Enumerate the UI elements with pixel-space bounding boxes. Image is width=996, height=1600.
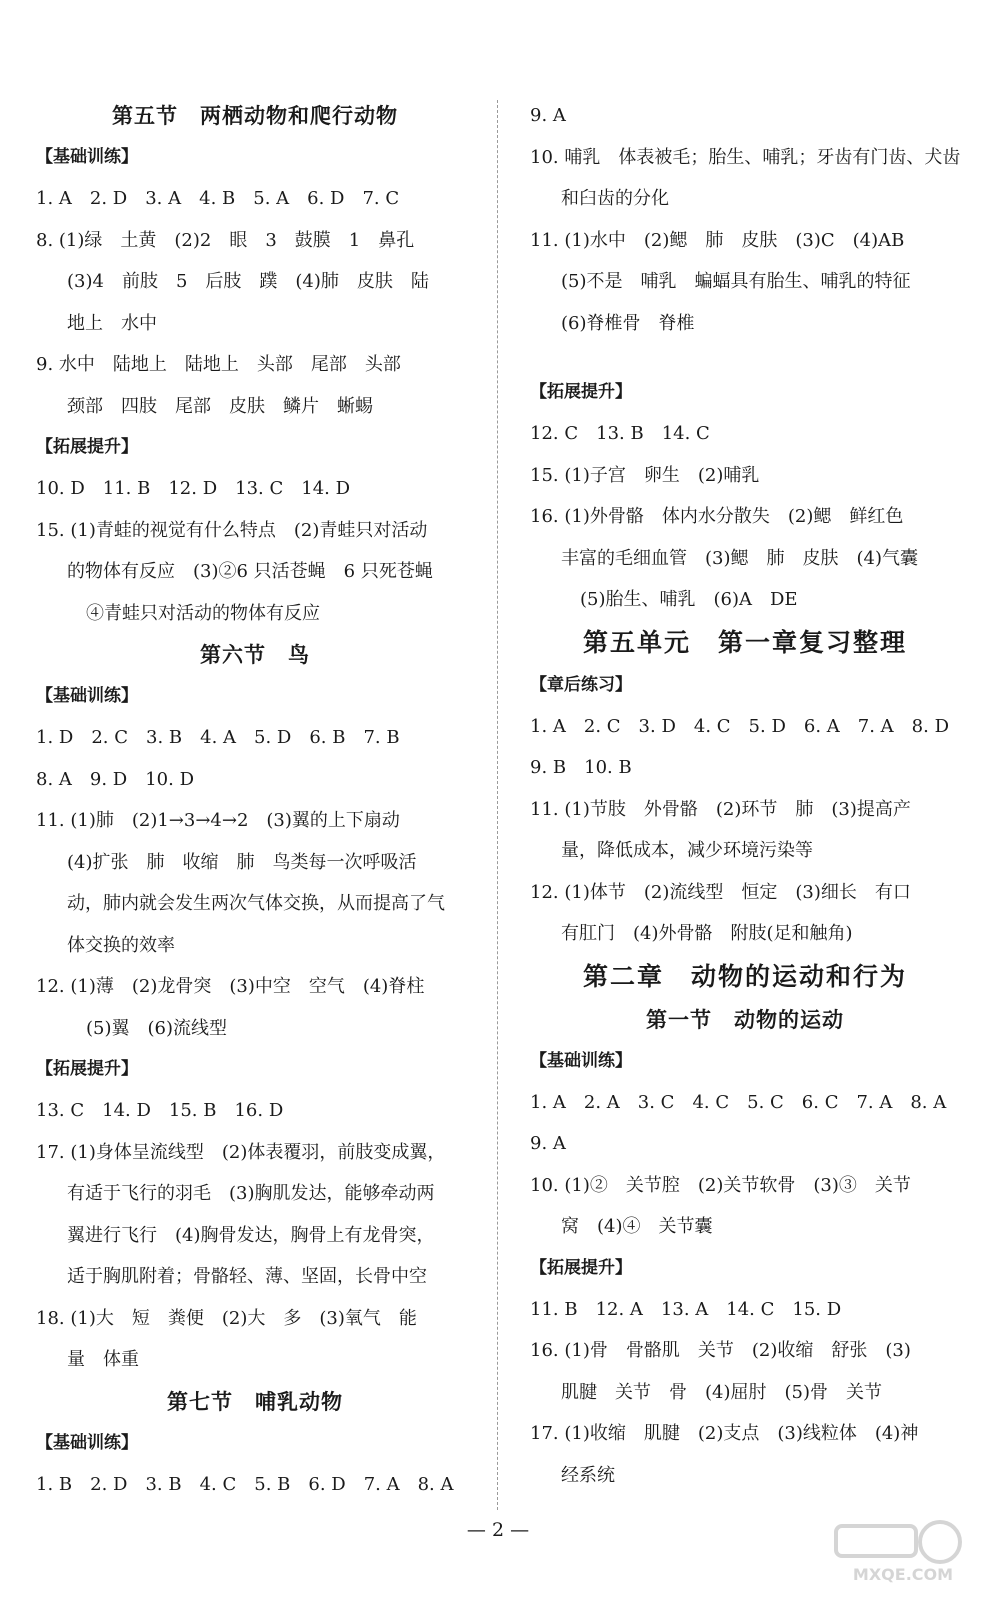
answer-line: 16. (1)外骨骼 体内水分散失 (2)鳃 鲜红色 — [530, 506, 904, 527]
answer-line-continued: 动，肺内就会发生两次气体交换，从而提高了气 — [67, 893, 445, 914]
spacer — [530, 344, 960, 372]
left-column — [36, 95, 474, 1505]
answer-line: 10. 哺乳 体表被毛；胎生、哺乳；牙齿有门齿、犬齿 — [530, 146, 960, 168]
answer-line: 1. A 2. C 3. D 4. C 5. D 6. A 7. A 8. D — [530, 715, 950, 737]
answer-line: 1. D 2. C 3. B 4. A 5. D 6. B 7. B — [36, 727, 400, 748]
subsection-tag: 【拓展提升】 — [36, 1059, 138, 1079]
section-heading: 第六节 鸟 — [200, 642, 310, 667]
answer-line-continued: (5)胎生、哺乳 (6)A DE — [580, 589, 798, 610]
answer-line: 11. (1)肺 (2)1→3→4→2 (3)翼的上下扇动 — [36, 810, 400, 831]
watermark-logo-icon — [828, 1516, 978, 1586]
answer-line-continued: 适于胸肌附着；骨骼轻、薄、坚固，长骨中空 — [67, 1266, 427, 1287]
right-column — [530, 95, 960, 1496]
section-heading: 第五节 两栖动物和爬行动物 — [112, 103, 398, 128]
answer-line: 11. B 12. A 13. A 14. C 15. D — [530, 1298, 842, 1320]
subsection-tag: 【拓展提升】 — [530, 1257, 632, 1278]
answer-line-continued: 有适于飞行的羽毛 (3)胸肌发达，能够牵动两 — [67, 1183, 435, 1204]
answer-line: 12. (1)薄 (2)龙骨突 (3)中空 空气 (4)脊柱 — [36, 976, 425, 997]
answer-line: 16. (1)骨 骨骼肌 关节 (2)收缩 舒张 (3) — [530, 1340, 911, 1361]
subsection-tag: 【基础训练】 — [36, 147, 138, 167]
subsection-tag: 【章后练习】 — [530, 674, 632, 695]
answer-line-continued: 窝 (4)④ 关节囊 — [561, 1216, 713, 1237]
page-number: — 2 — — [466, 1519, 530, 1541]
answer-line-continued: 有肛门 (4)外骨骼 附肢(足和触角) — [561, 923, 853, 944]
answer-line-continued: (3)4 前肢 5 后肢 蹼 (4)肺 皮肤 陆 — [67, 271, 429, 292]
answer-line: 1. A 2. A 3. C 4. C 5. C 6. C 7. A 8. A — [530, 1091, 947, 1113]
answer-line: 10. (1)② 关节腔 (2)关节软骨 (3)③ 关节 — [530, 1174, 911, 1196]
subsection-tag: 【基础训练】 — [36, 1432, 138, 1453]
answer-line: 15. (1)子宫 卵生 (2)哺乳 — [530, 464, 760, 486]
watermark-text: MXQE.COM — [852, 1565, 954, 1584]
answer-line: 15. (1)青蛙的视觉有什么特点 (2)青蛙只对活动 — [36, 519, 428, 541]
answer-line-continued: (5)不是 哺乳 蝙蝠具有胎生、哺乳的特征 — [561, 271, 911, 292]
chapter-heading: 第二章 动物的运动和行为 — [582, 961, 907, 991]
subsection-tag: 【基础训练】 — [36, 686, 138, 706]
section-heading: 第七节 哺乳动物 — [167, 1388, 343, 1414]
answer-line: 18. (1)大 短 粪便 (2)大 多 (3)氧气 能 — [36, 1307, 417, 1329]
subsection-tag: 【基础训练】 — [530, 1050, 632, 1071]
answer-line-continued: 翼进行飞行 (4)胸骨发达，胸骨上有龙骨突， — [67, 1224, 435, 1246]
answer-line-continued: 丰富的毛细血管 (3)鳃 肺 皮肤 (4)气囊 — [561, 547, 918, 569]
answer-line-continued: 量 体重 — [67, 1349, 139, 1370]
answer-line: 12. (1)体节 (2)流线型 恒定 (3)细长 有口 — [530, 881, 911, 903]
answer-line: 17. (1)身体呈流线型 (2)体表覆羽，前肢变成翼， — [36, 1141, 446, 1163]
answer-line: 9. A — [530, 1133, 566, 1154]
answer-line-continued: 的物体有反应 (3)②6 只活苍蝇 6 只死苍蝇 — [67, 561, 433, 582]
answer-line: 11. (1)节肢 外骨骼 (2)环节 肺 (3)提高产 — [530, 798, 911, 820]
answer-line: 12. C 13. B 14. C — [530, 423, 710, 444]
answer-line: 9. 水中 陆地上 陆地上 头部 尾部 头部 — [36, 354, 401, 375]
answer-line-continued: 颈部 四肢 尾部 皮肤 鳞片 蜥蜴 — [67, 395, 373, 417]
answer-line-continued: 地上 水中 — [67, 312, 157, 334]
chapter-heading: 第五单元 第一章复习整理 — [582, 627, 907, 657]
answer-line: 17. (1)收缩 肌腱 (2)支点 (3)线粒体 (4)神 — [530, 1423, 919, 1444]
answer-line: 11. (1)水中 (2)鳃 肺 皮肤 (3)C (4)AB — [530, 229, 905, 251]
subsection-tag: 【拓展提升】 — [36, 437, 138, 457]
answer-line-continued: 量，降低成本，减少环境污染等 — [561, 840, 813, 861]
answer-line-continued: 和臼齿的分化 — [561, 188, 669, 209]
answer-line-continued: 经系统 — [561, 1464, 615, 1486]
answer-line-continued: (5)翼 (6)流线型 — [86, 1017, 227, 1039]
answer-line: 1. A 2. D 3. A 4. B 5. A 6. D 7. C — [36, 188, 400, 209]
answer-line-continued: ④青蛙只对活动的物体有反应 — [86, 602, 320, 624]
column-divider — [497, 100, 498, 1510]
answer-line: 9. B 10. B — [530, 757, 632, 778]
answer-line: 8. A 9. D 10. D — [36, 768, 195, 790]
answer-line: 10. D 11. B 12. D 13. C 14. D — [36, 478, 351, 499]
answer-line: 8. (1)绿 土黄 (2)2 眼 3 鼓膜 1 鼻孔 — [36, 229, 415, 251]
answer-line-continued: 体交换的效率 — [67, 934, 175, 956]
subsection-tag: 【拓展提升】 — [530, 382, 632, 402]
answer-line-continued: (4)扩张 肺 收缩 肺 鸟类每一次呼吸活 — [67, 851, 417, 873]
answer-line: 9. A — [530, 105, 566, 126]
answer-line: 13. C 14. D 15. B 16. D — [36, 1100, 284, 1121]
answer-line: 1. B 2. D 3. B 4. C 5. B 6. D 7. A 8. A — [36, 1473, 454, 1495]
answer-line-continued: 肌腱 关节 骨 (4)屈肘 (5)骨 关节 — [561, 1381, 882, 1403]
answer-line-continued: (6)脊椎骨 脊椎 — [561, 312, 695, 334]
section-heading: 第一节 动物的运动 — [646, 1006, 844, 1032]
